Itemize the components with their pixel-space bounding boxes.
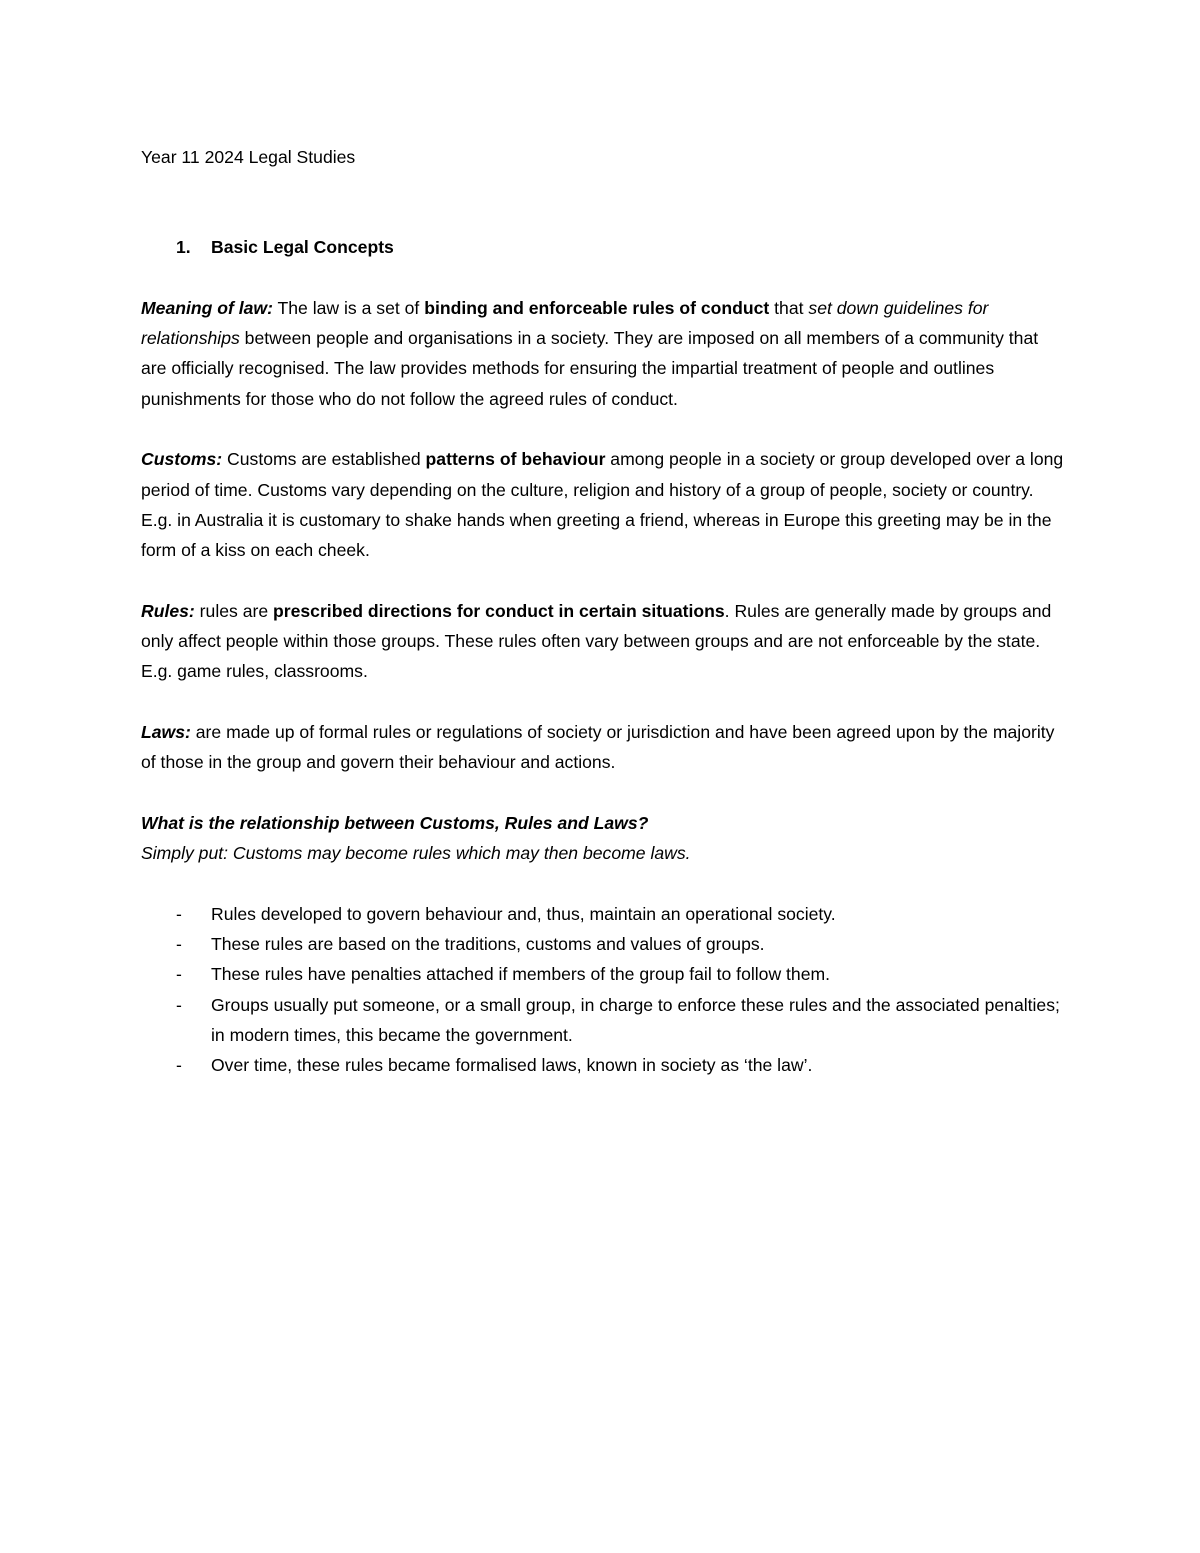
term-meaning-of-law: Meaning of law: [141,297,273,318]
relationship-question: What is the relationship between Customs, Rules and Laws? [141,812,649,833]
section-heading [141,232,1066,262]
laws-text-1: are made up of formal rules or regulations of society or jurisdiction and have been agreed upon by the majority of those in the group and govern their behaviour and actions. [141,722,1055,773]
document-body [141,142,1066,1081]
list-item-text: Rules developed to govern behaviour and, thus, maintain an operational society. [211,903,836,924]
relationship-bullet-list [141,899,1066,1081]
list-item-text: These rules have penalties attached if members of the group fail to follow them. [211,964,831,985]
list-item [141,990,1066,1051]
list-item [141,929,1066,959]
term-laws: Laws: [141,722,191,743]
law-italic-1: set down guidelines for relationships [141,297,989,349]
list-item-text: These rules are based on the traditions, customs and values of groups. [211,934,765,955]
paragraph-customs [141,444,1066,565]
customs-text-2: among people in a society or group developed over a long period of time. Customs vary depending on the culture, religion and history of a group of people, society or country. E.g. in Australia it is customary to shake hands when greeting a friend, whereas in Europe this greeting may be in the form of a kiss on each cheek. [141,449,1064,561]
term-customs: Customs: [141,449,223,470]
section-heading-text: Basic Legal Concepts [211,237,394,258]
bullet-dash: - [176,903,182,924]
paragraph-laws [141,717,1066,778]
law-text-1: The law is a set of [272,297,425,318]
list-item [141,899,1066,929]
list-item [141,1050,1066,1080]
section-number: 1. [176,237,191,258]
customs-text-1: Customs are established [222,449,426,470]
document-title: Year 11 2024 Legal Studies [141,147,356,167]
rules-text-1: rules are [194,600,274,621]
paragraph-rules [141,596,1066,687]
relationship-answer: Simply put: Customs may become rules which may then become laws. [141,843,691,864]
law-text-3: between people and organisations in a society. They are imposed on all members of a community that are officially recognised. The law provides methods for ensuring the impartial treatment of people and outlines punishments for those who do not follow the agreed rules of conduct. [141,328,1039,409]
bullet-dash: - [176,994,182,1015]
bullet-dash: - [176,964,182,985]
term-rules: Rules: [141,600,195,621]
law-text-2: that [769,297,809,318]
rules-bold-1: prescribed directions for conduct in certain situations [273,600,725,621]
bullet-dash: - [176,1055,182,1076]
customs-bold-1: patterns of behaviour [425,449,606,470]
rules-text-2: . Rules are generally made by groups and only affect people within those groups. These rules often vary between groups and are not enforceable by the state. E.g. game rules, classrooms. [141,600,1052,682]
bullet-dash: - [176,934,182,955]
list-item-text: Over time, these rules became formalised laws, known in society as ‘the law’. [211,1055,813,1076]
list-item [141,959,1066,989]
paragraph-meaning-of-law [141,293,1066,414]
list-item-text: Groups usually put someone, or a small group, in charge to enforce these rules and the associated penalties; in modern times, this became the government. [211,994,1060,1046]
law-bold-1: binding and enforceable rules of conduct [424,297,770,318]
